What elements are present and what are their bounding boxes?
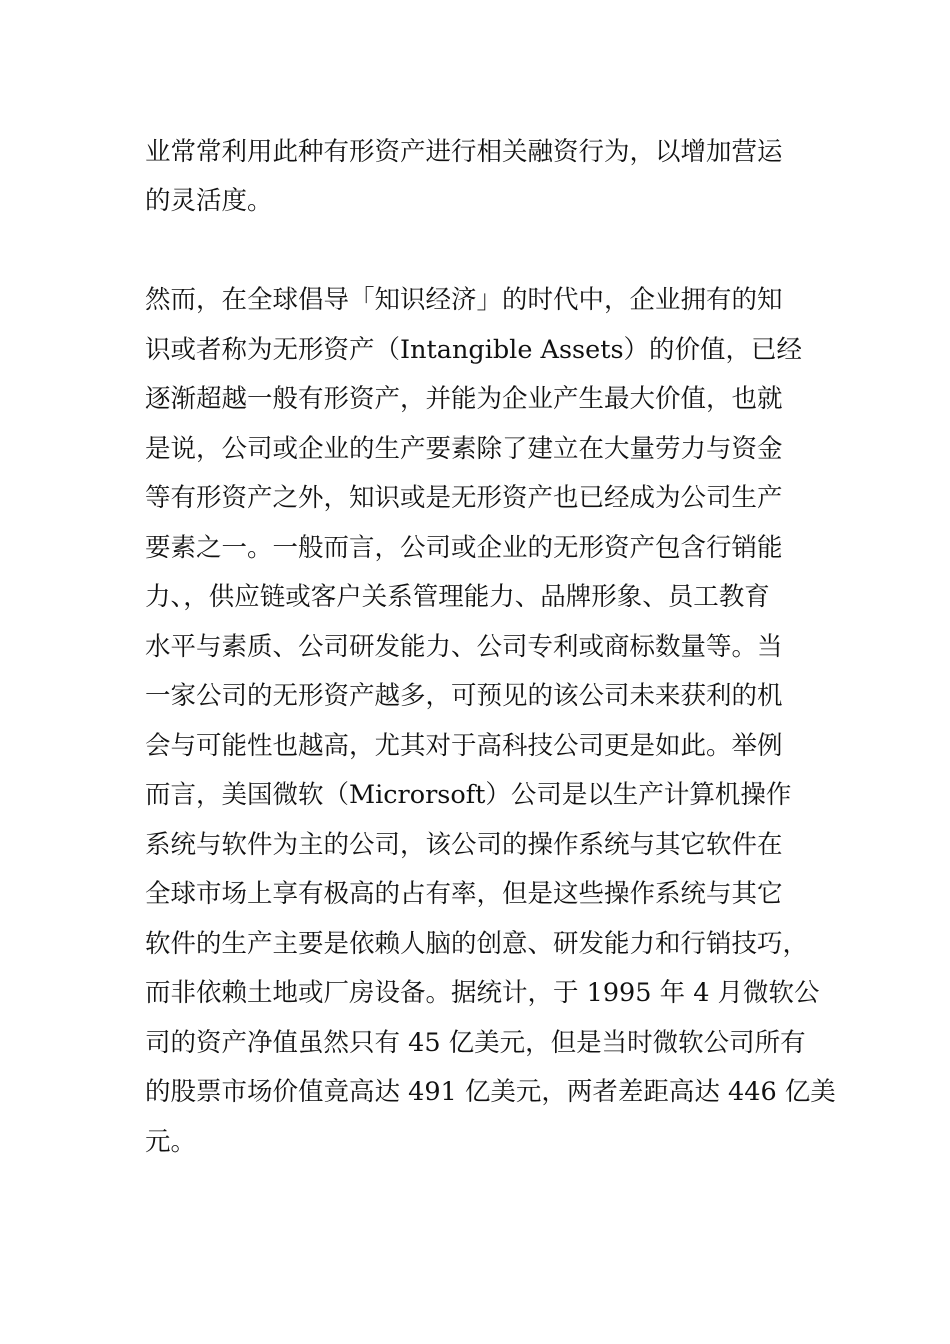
paragraph-2-line-15: 而非依赖土地或厂房设备。据统计，于 1995 年 4 月微软公 [145, 978, 820, 1008]
paragraph-2-line-6: 要素之一。一般而言，公司或企业的无形资产包含行销能 [145, 533, 783, 563]
paragraph-2-line-2: 识或者称为无形资产（Intangible Assets）的价值，已经 [145, 335, 803, 365]
paragraph-2-line-7: 力、，供应链或客户关系管理能力、品牌形象、员工教育 [145, 582, 770, 612]
paragraph-2-line-4: 是说，公司或企业的生产要素除了建立在大量劳力与资金 [145, 434, 783, 464]
paragraph-2-line-13: 全球市场上享有极高的占有率，但是这些操作系统与其它 [145, 879, 783, 909]
paragraph-2-line-12: 系统与软件为主的公司，该公司的操作系统与其它软件在 [145, 830, 783, 860]
paragraph-2-line-9: 一家公司的无形资产越多，可预见的该公司未来获利的机 [145, 681, 783, 711]
paragraph-2-line-3: 逐渐超越一般有形资产，并能为企业产生最大价值，也就 [145, 384, 783, 414]
paragraph-2-line-18: 元。 [145, 1127, 197, 1157]
paragraph-1-line-2: 的灵活度。 [145, 186, 273, 216]
paragraph-2-line-11: 而言，美国微软（Microrsoft）公司是以生产计算机操作 [145, 780, 792, 810]
paragraph-2-line-17: 的股票市场价值竟高达 491 亿美元，两者差距高达 446 亿美 [145, 1077, 836, 1107]
paragraph-2-line-16: 司的资产净值虽然只有 45 亿美元，但是当时微软公司所有 [145, 1028, 806, 1058]
paragraph-2-line-1: 然而，在全球倡导「知识经济」的时代中，企业拥有的知 [145, 285, 783, 315]
paragraph-2-line-5: 等有形资产之外，知识或是无形资产也已经成为公司生产 [145, 483, 783, 513]
paragraph-1-line-1: 业常常利用此种有形资产进行相关融资行为，以增加营运 [145, 137, 783, 167]
paragraph-2-line-10: 会与可能性也越高，尤其对于高科技公司更是如此。举例 [145, 731, 783, 761]
paragraph-2-line-14: 软件的生产主要是依赖人脑的创意、研发能力和行销技巧， [145, 929, 809, 959]
paragraph-2-line-8: 水平与素质、公司研发能力、公司专利或商标数量等。当 [145, 632, 783, 662]
